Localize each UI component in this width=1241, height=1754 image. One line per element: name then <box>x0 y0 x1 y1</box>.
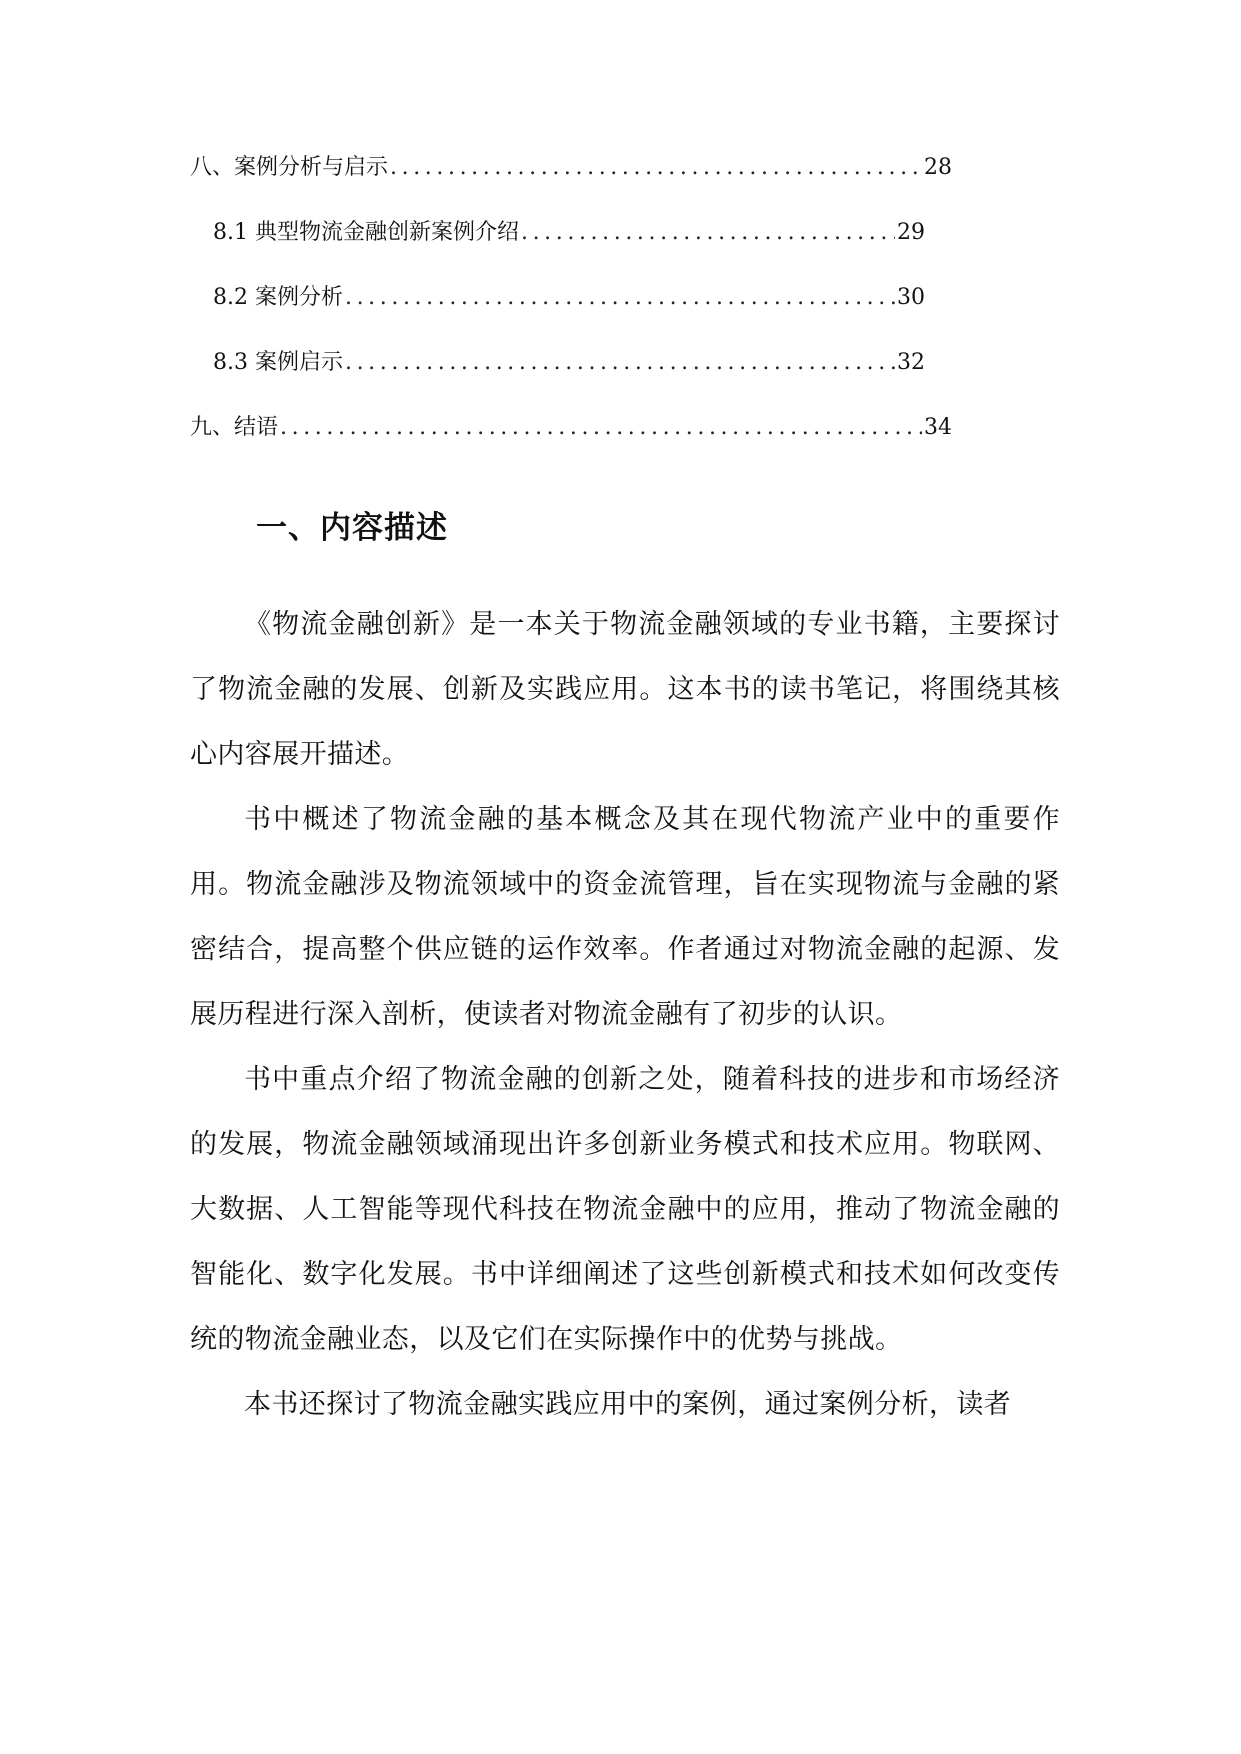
table-of-contents <box>190 148 950 473</box>
toc-entry-page: 30 <box>897 285 925 310</box>
body-paragraph: 《物流金融创新》是一本关于物流金融领域的专业书籍，主要探讨了物流金融的发展、创新及实践应用。这本书的读书笔记，将围绕其核心内容展开描述。 <box>190 609 1060 770</box>
body-paragraph: 书中概述了物流金融的基本概念及其在现代物流产业中的重要作用。物流金融涉及物流领域中的资金流管理，旨在实现物流与金融的紧密结合，提高整个供应链的运作效率。作者通过对物流金融的起源、发展历程进行深入剖析，使读者对物流金融有了初步的认识。 <box>190 804 1060 1030</box>
toc-entry-page: 34 <box>924 415 952 440</box>
toc-entry-title: 九、结语 <box>190 415 279 440</box>
toc-entry-title: 8.2 案例分析 <box>213 285 343 310</box>
toc-entry-page: 29 <box>897 220 925 245</box>
toc-entry-8-2[interactable] <box>190 278 925 343</box>
toc-entry-8-3[interactable] <box>190 343 925 408</box>
toc-dot-leader <box>280 408 922 448</box>
body-paragraph: 书中重点介绍了物流金融的创新之处，随着科技的进步和市场经济的发展，物流金融领域涌现出许多创新业务模式和技术应用。物联网、大数据、人工智能等现代科技在物流金融中的应用，推动了物流金融的智能化、数字化发展。书中详细阐述了这些创新模式和技术如何改变传统的物流金融业态，以及它们在实际操作中的优势与挑战。 <box>190 1064 1060 1355</box>
toc-entry-chapter-9[interactable] <box>190 408 952 473</box>
body-paragraph: 本书还探讨了物流金融实践应用中的案例，通过案例分析，读者 <box>244 1389 1012 1420</box>
toc-dot-leader <box>345 343 895 383</box>
section-heading: 一、内容描述 <box>256 510 448 546</box>
section-body <box>190 592 1060 1437</box>
toc-entry-chapter-8[interactable] <box>190 148 952 213</box>
toc-dot-leader <box>345 278 895 318</box>
toc-entry-8-1[interactable] <box>190 213 925 278</box>
toc-dot-leader <box>521 213 895 253</box>
toc-entry-page: 32 <box>897 350 925 375</box>
toc-entry-title: 8.3 案例启示 <box>213 350 343 375</box>
toc-dot-leader <box>390 148 922 188</box>
toc-entry-title: 八、案例分析与启示 <box>190 155 389 180</box>
toc-entry-title: 8.1 典型物流金融创新案例介绍 <box>213 220 519 245</box>
toc-entry-page: 28 <box>924 155 952 180</box>
